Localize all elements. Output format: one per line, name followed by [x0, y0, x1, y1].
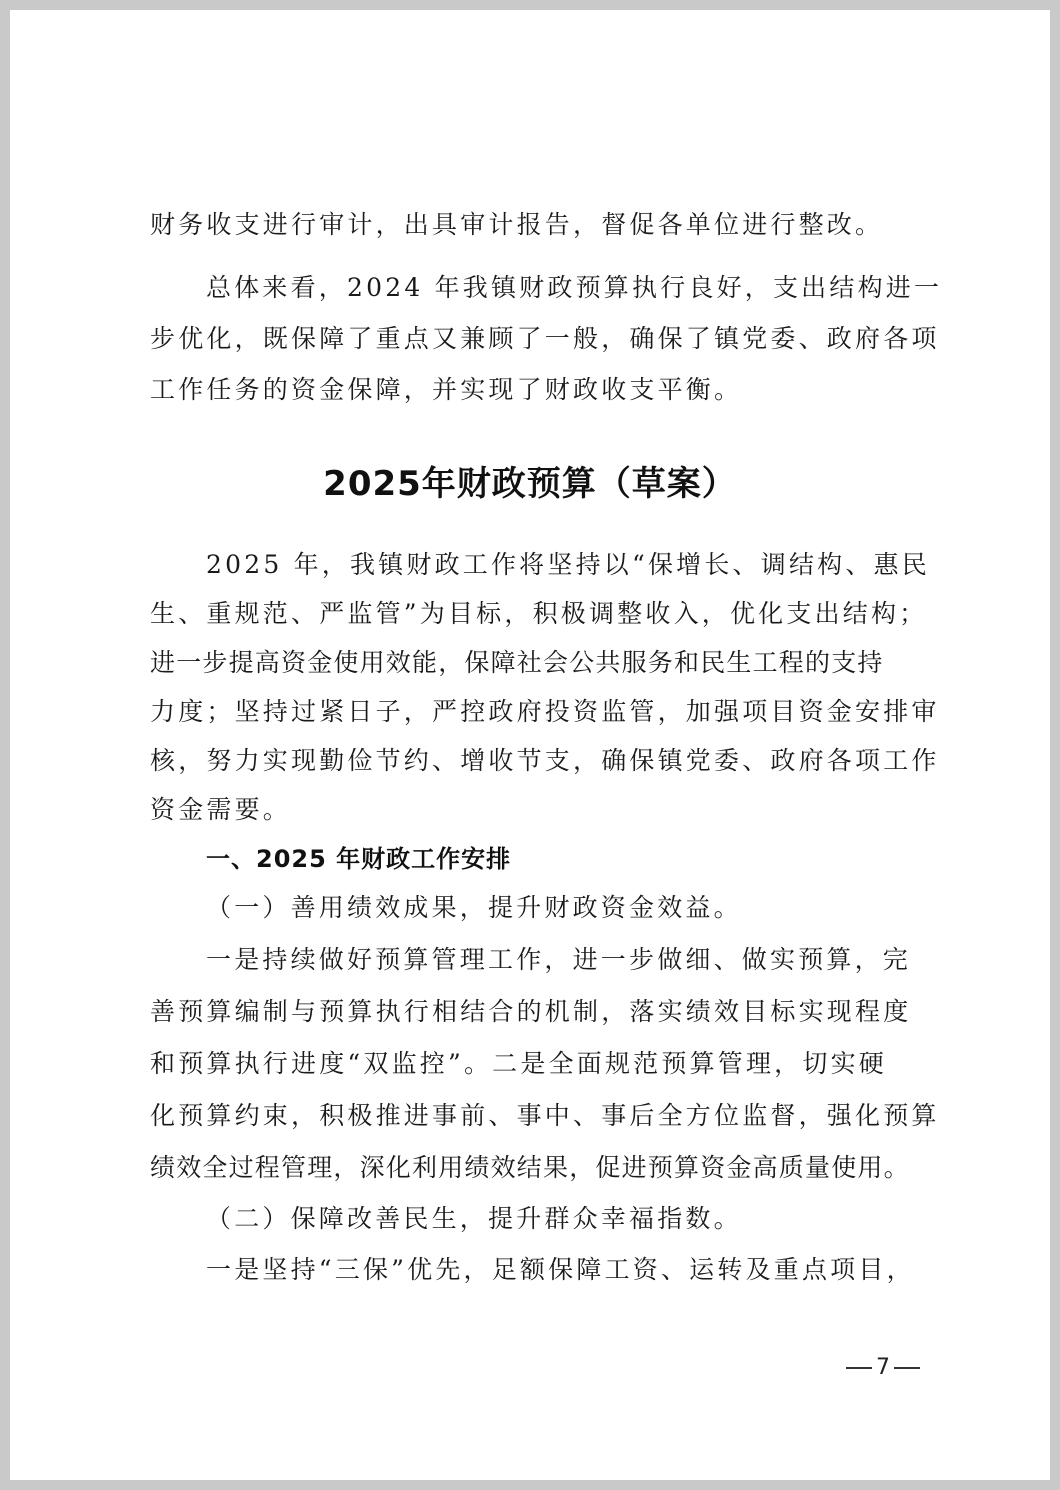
- paragraph-line: 资金需要。: [150, 795, 292, 824]
- paragraph-line: 步优化，既保障了重点又兼顾了一般，确保了镇党委、政府各项: [150, 324, 940, 353]
- page-number-value: 7: [876, 1355, 890, 1380]
- page-number: [846, 1353, 920, 1383]
- paragraph-line: 一是坚持“三保”优先，足额保障工资、运转及重点项目，: [206, 1255, 915, 1284]
- page-number-dash-right: [894, 1367, 920, 1369]
- subsection-heading: （二）保障改善民生，提升群众幸福指数。: [206, 1204, 742, 1233]
- paragraph-line: 总体来看，2024 年我镇财政预算执行良好，支出结构进一: [206, 273, 943, 302]
- subsection-heading: （一）善用绩效成果，提升财政资金效益。: [206, 893, 742, 922]
- paragraph-line: 一是持续做好预算管理工作，进一步做细、做实预算，完: [206, 945, 912, 974]
- paragraph-line: 善预算编制与预算执行相结合的机制，落实绩效目标实现程度: [150, 997, 912, 1026]
- paragraph-line: 生、重规范、严监管”为目标，积极调整收入，优化支出结构；: [150, 599, 928, 628]
- section-title: 2025年财政预算（草案）: [323, 464, 737, 504]
- section-heading: 一、2025 年财政工作安排: [206, 845, 512, 873]
- paragraph-line: 和预算执行进度“双监控”。二是全面规范预算管理，切实硬: [150, 1049, 887, 1078]
- document-page: [10, 10, 1050, 1480]
- paragraph-line: 绩效全过程管理，深化利用绩效结果，促进预算资金高质量使用。: [150, 1153, 910, 1182]
- paragraph-line: 2025 年，我镇财政工作将坚持以“保增长、调结构、惠民: [206, 550, 930, 579]
- paragraph-line: 力度；坚持过紧日子，严控政府投资监管，加强项目资金安排审: [150, 697, 940, 726]
- paragraph-line: 进一步提高资金使用效能，保障社会公共服务和民生工程的支持: [150, 648, 884, 677]
- paragraph-line: 财务收支进行审计，出具审计报告，督促各单位进行整改。: [150, 210, 884, 239]
- paragraph-line: 工作任务的资金保障，并实现了财政收支平衡。: [150, 375, 743, 404]
- paragraph-line: 化预算约束，积极推进事前、事中、事后全方位监督，强化预算: [150, 1101, 940, 1130]
- paragraph-line: 核，努力实现勤俭节约、增收节支，确保镇党委、政府各项工作: [150, 746, 940, 775]
- page-number-dash-left: [846, 1367, 872, 1369]
